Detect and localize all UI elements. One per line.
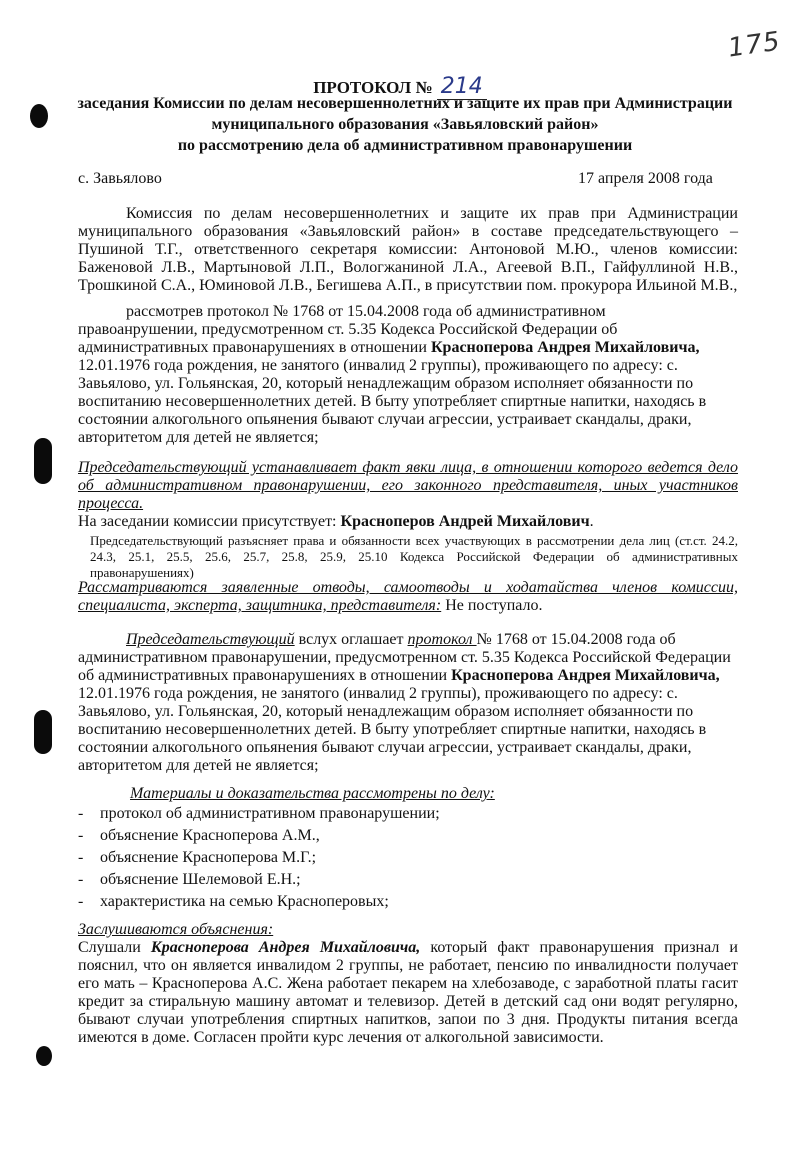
considered-line: состоянии алкогольного опьянения бывают случаи агрессии, устраивает скандалы, драки, bbox=[78, 411, 692, 428]
explanations-line: кредит за стиральную машину автомат и телевизор. Детей в детский сад они водят регулярно, bbox=[78, 993, 738, 1010]
subtitle-line: муниципального образования «Завьяловский район» bbox=[211, 116, 599, 133]
announce-line: 12.01.1976 года рождения, не занятого (инвалид 2 группы), проживающего по адресу: с. bbox=[78, 685, 678, 702]
commission-line: муниципального образования «Завьяловский район» в составе председательствующего – bbox=[78, 223, 738, 240]
presence-heading: об административном правонарушении, его законного представителя, иных участников bbox=[78, 477, 738, 494]
explanations-heading: Заслушиваются объяснения: bbox=[78, 921, 274, 938]
commission-line: Пушиной Т.Г., ответственного секретаря комиссии: Антоновой М.Ю., членов комиссии: bbox=[78, 241, 738, 258]
announce-line: авторитетом для детей не является; bbox=[78, 757, 319, 774]
present-name: Красноперов Андрей Михайлович bbox=[340, 513, 590, 530]
date: 17 апреля 2008 года bbox=[578, 170, 713, 187]
materials-item: - характеристика на семью Красноперовых; bbox=[78, 893, 389, 910]
materials-item: - протокол об административном правонарушении; bbox=[78, 805, 440, 822]
explanations-line: его мать – Красноперова А.С. Жена работает пекарем на хлебозаводе, с заработной платы гасит bbox=[78, 975, 738, 992]
materials-item: - объяснение Красноперова А.М., bbox=[78, 827, 320, 844]
commission-line: Комиссия по делам несовершеннолетних и защите их прав при Администрации bbox=[126, 205, 738, 222]
presence-heading: процесса. bbox=[78, 495, 144, 512]
objections-line: Рассматриваются заявленные отводы, самоотводы и ходатайства членов комиссии, bbox=[78, 579, 738, 596]
commission-line: Баженовой Л.В., Мартыновой Л.П., Вологжаниной Л.А., Агеевой В.П., Гайфуллиной Н.В., bbox=[78, 259, 738, 276]
objections-result: Не поступало. bbox=[441, 597, 543, 614]
considered-line: Завьялово, ул. Гольянская, 20, который ненадлежащим образом исполняет обязанности по bbox=[78, 375, 694, 392]
punch-hole bbox=[34, 710, 52, 754]
defendant-name: Красноперова Андрея Михайловича, bbox=[430, 339, 700, 356]
explanations-line: Слушали Красноперова Андрея Михайловича, который факт правонарушения признал и bbox=[78, 939, 738, 956]
considered-line: административных правонарушениях в отношении Красноперова Андрея Михайловича, bbox=[78, 339, 700, 356]
defendant-name: Красноперова Андрея Михайловича, bbox=[451, 667, 720, 684]
objections-line: специалиста, эксперта, защитника, представителя: Не поступало. bbox=[78, 597, 543, 614]
punch-hole bbox=[36, 1046, 52, 1066]
subtitle-line: по рассмотрению дела об административном правонарушении bbox=[177, 137, 633, 154]
explanations-line: имеются в доме. Согласен пройти курс лечения от алкогольной зависимости. bbox=[78, 1029, 604, 1046]
defendant-name: Красноперова Андрея Михайловича, bbox=[150, 939, 421, 956]
announce-line: Председательствующий вслух оглашает протокол № 1768 от 15.04.2008 года об bbox=[126, 631, 676, 648]
considered-line: правоанрушении, предусмотренном ст. 5.35 Кодекса Российской Федерации об bbox=[78, 321, 618, 338]
subtitle-line: заседания Комиссии по делам несовершеннолетних и защите их прав при Администрации bbox=[77, 95, 733, 112]
announce-line: Завьялово, ул. Гольянская, 20, который ненадлежащим образом исполняет обязанности по bbox=[78, 703, 694, 720]
explanations-line: пояснил, что он является инвалидом 2 группы, не работает, пенсию по инвалидности получает bbox=[78, 957, 738, 974]
rights-line: 24.3, 25.1, 25.5, 25.6, 25.7, 25.8, 25.9, 25.10 Кодекса Российской Федерации об административных bbox=[90, 549, 738, 564]
announce-line: об административных правонарушениях в отношении Красноперова Андрея Михайловича, bbox=[78, 667, 720, 684]
presence-heading: Председательствующий устанавливает факт явки лица, в отношении которого ведется дело bbox=[78, 459, 738, 476]
explanations-line: бывают случаи употребления спиртных напитков, запои по 3 дня. Продукты питания всегда bbox=[78, 1011, 738, 1028]
place: с. Завьялово bbox=[78, 170, 162, 187]
punch-hole bbox=[34, 438, 52, 484]
punch-hole bbox=[30, 104, 48, 128]
considered-line: 12.01.1976 года рождения, не занятого (инвалид 2 группы), проживающего по адресу: с. bbox=[78, 357, 678, 374]
announce-line: административном правонарушении, предусмотренном ст. 5.35 Кодекса Российской Федерации bbox=[78, 649, 731, 666]
announce-line: состоянии алкогольного опьянения бывают случаи агрессии, устраивает скандалы, драки, bbox=[78, 739, 692, 756]
materials-heading: Материалы и доказательства рассмотрены по делу: bbox=[130, 785, 495, 802]
rights-line: правонарушениях) bbox=[90, 565, 194, 580]
rights-line: Председательствующий разъясняет права и обязанности всех участвующих в рассмотрении дела лиц (ст.ст. 24.2, bbox=[90, 533, 738, 548]
protocol-number: 214 bbox=[437, 74, 487, 100]
present-line: На заседании комиссии присутствует: Красноперов Андрей Михайлович. bbox=[78, 513, 594, 530]
materials-item: - объяснение Красноперова М.Г.; bbox=[78, 849, 317, 866]
considered-line: воспитанию несовершеннолетних детей. В быту употребляет спиртные напитки, находясь в bbox=[78, 393, 707, 410]
announce-line: воспитанию несовершеннолетних детей. В быту употребляет спиртные напитки, находясь в bbox=[78, 721, 707, 738]
considered-line: авторитетом для детей не является; bbox=[78, 429, 319, 446]
materials-item: - объяснение Шелемовой Е.Н.; bbox=[78, 871, 301, 888]
commission-line: Трошкиной С.А., Юминовой Л.В., Бегишева А.П., в присутствии пом. прокурора Ильиной М.В., bbox=[78, 277, 738, 294]
handwritten-page-number: 175 bbox=[726, 26, 783, 64]
title-text: ПРОТОКОЛ № bbox=[313, 78, 433, 97]
considered-line: рассмотрев протокол № 1768 от 15.04.2008 года об административном bbox=[126, 303, 606, 320]
